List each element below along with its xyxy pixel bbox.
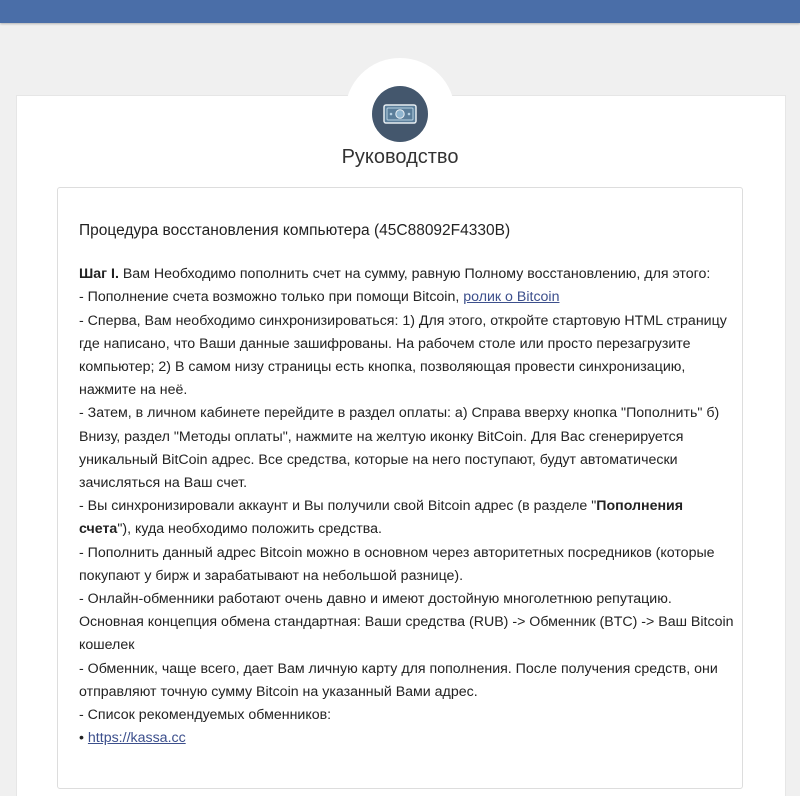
instructions-content [79, 219, 734, 750]
bitcoin-video-link[interactable]: ролик о Bitcoin [463, 289, 560, 306]
step-one-paragraph [79, 263, 734, 286]
bold-section-name: Пополнения счета [79, 498, 684, 538]
step-label: Шаг I. [79, 266, 119, 283]
instruction-line: - Список рекомендуемых обменников: [79, 707, 332, 724]
instruction-line: - Пополнить данный адрес Bitcoin можно в основном через авторитетных посредников (которые покупают у бирж и зарабатывают на небольшой разнице). [79, 544, 715, 584]
bullet: • [79, 730, 88, 747]
top-navigation-bar [0, 0, 800, 23]
instruction-line [79, 286, 734, 309]
instruction-text: - Пополнение счета возможно только при помощи Bitcoin, [79, 289, 464, 306]
procedure-title: Процедура восстановления компьютера (45C88092F4330B) [79, 222, 511, 239]
instruction-line [79, 495, 734, 541]
instruction-text: - Вы синхронизировали аккаунт и Вы получили свой Bitcoin адрес (в разделе " [79, 498, 597, 515]
instruction-line: - Обменник, чаще всего, дает Вам личную карту для пополнения. После получения средств, они отправляют точную сумму Bitcoin на указанный Вами адрес. [79, 660, 718, 700]
guide-title: Руководство [341, 146, 459, 168]
money-icon [372, 86, 428, 142]
instruction-line: - Онлайн-обменники работают очень давно и имеют достойную многолетнюю репутацию. Основная концепция обмена стандартная: Ваши средства (RUB) -> Обменник (BTC) -> Ваш Bitcoin кошелек [79, 591, 734, 654]
exchanger-link[interactable]: https://kassa.cc [87, 730, 186, 747]
banknote-icon [383, 102, 417, 126]
exchanger-list-item [79, 727, 734, 750]
instruction-line: - Затем, в личном кабинете перейдите в раздел оплаты: а) Справа вверху кнопка "Пополнить" б) Внизу, раздел "Методы оплаты", нажмите на желтую иконку BitCoin. Для Вас сгенерируется уникальный BitCoin адрес. Все средства, которые на него поступают, будут автоматически зачисляться на Ваш счет. [79, 405, 720, 492]
instruction-text: "), куда необходимо положить средства. [117, 521, 382, 538]
instruction-line: - Сперва, Вам необходимо синхронизироваться: 1) Для этого, откройте стартовую HTML страницу где написано, что Ваши данные зашифрованы. На рабочем столе или просто перезагрузите компьютер; 2) В самом низу страницы есть кнопка, позволяющая провести синхронизацию, нажмите на неё. [79, 312, 727, 399]
step-text: Вам Необходимо пополнить счет на сумму, равную Полному восстановлению, для этого: [118, 266, 711, 283]
